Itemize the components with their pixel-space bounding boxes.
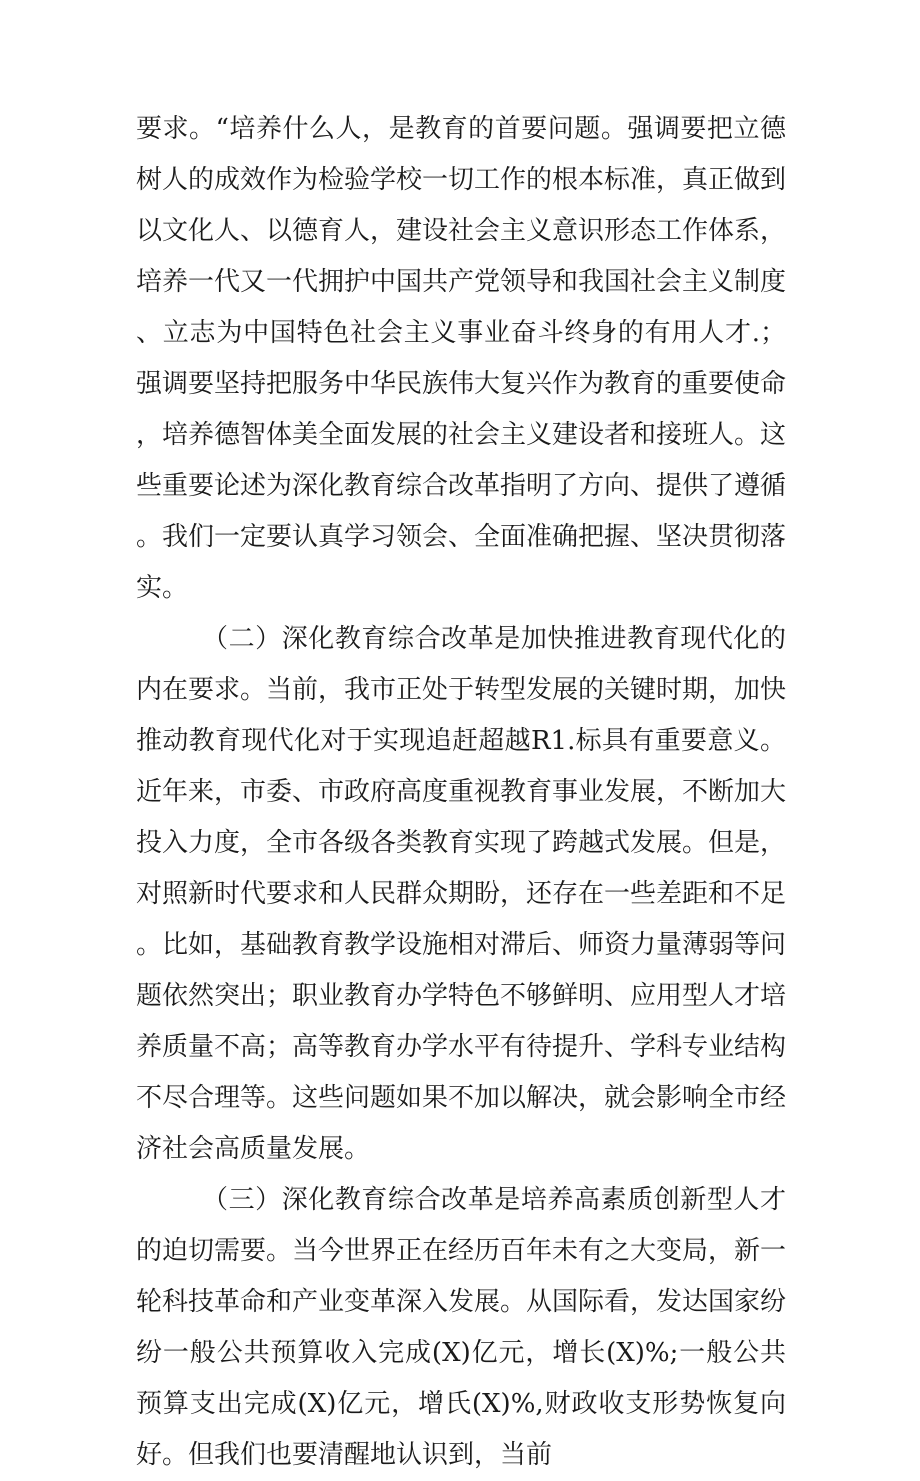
paragraph-continuation: 要求。“培养什么人，是教育的首要问题。强调要把立德树人的成效作为检验学校一切工作的根本标准，真正做到以文化人、以德育人，建设社会主义意识形态工作体系，培养一代又一代拥护中国共产党领导和我国社会主义制度、立志为中国特色社会主义事业奋斗终身的有用人才.；强调要坚持把服务中华民族伟大复兴作为教育的重要使命，培养德智体美全面发展的社会主义建设者和接班人。这些重要论述为深化教育综合改革指明了方向、提供了遵循。我们一定要认真学习领会、全面准确把握、坚决贯彻落实。 <box>136 114 787 603</box>
document-body <box>136 104 786 1481</box>
paragraph-section-three: （三）深化教育综合改革是培养高素质创新型人才的迫切需要。当今世界正在经历百年未有之大变局，新一轮科技革命和产业变革深入发展。从国际看，发达国家纷纷一般公共预算收入完成(X)亿元，增长(X)%;一般公共预算支出完成(X)亿元，增氏(X)%,财政收支形势恢复向好。但我们也要清醒地认识到，当前 <box>136 1185 787 1470</box>
paragraph-section-two: （二）深化教育综合改革是加快推进教育现代化的内在要求。当前，我市正处于转型发展的关键时期，加快推动教育现代化对于实现追赶超越R1.标具有重要意义。近年来，市委、市政府高度重视教育事业发展，不断加大投入力度，全市各级各类教育实现了跨越式发展。但是，对照新时代要求和人民群众期盼，还存在一些差距和不足。比如，基础教育教学设施相对滞后、师资力量薄弱等问题依然突出；职业教育办学特色不够鲜明、应用型人才培养质量不高；高等教育办学水平有待提升、学科专业结构不尽合理等。这些问题如果不加以解决，就会影响全市经济社会高质量发展。 <box>136 624 787 1164</box>
